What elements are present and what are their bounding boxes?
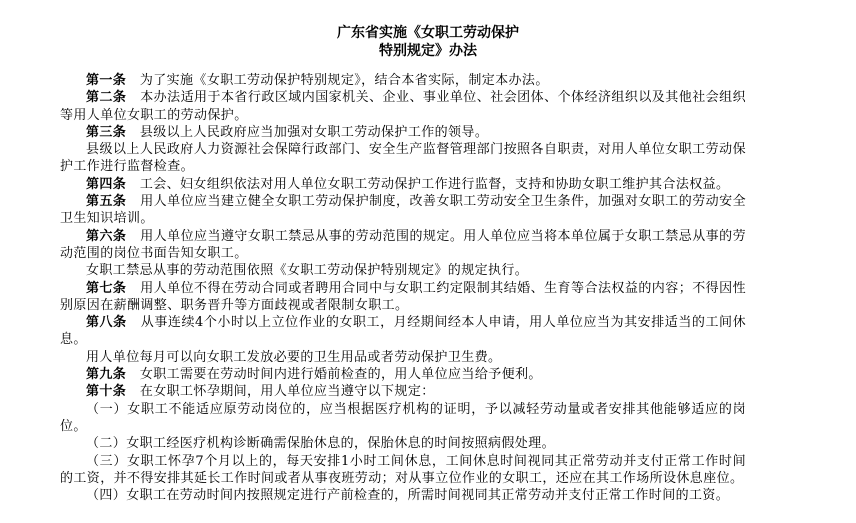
document-body bbox=[60, 72, 746, 504]
article-number: 第四条 bbox=[86, 176, 127, 192]
paragraph-text: 县级以上人民政府应当加强对女职工劳动保护工作的领导。 bbox=[139, 124, 489, 140]
article-number: 第九条 bbox=[86, 367, 127, 383]
paragraph bbox=[60, 366, 746, 383]
paragraph-text: 女职工需要在劳动时间内进行婚前检查的，用人单位应当给予便利。 bbox=[139, 367, 542, 383]
document-title-line2: 特别规定》办法 bbox=[379, 43, 477, 59]
paragraph bbox=[60, 193, 746, 228]
paragraph bbox=[60, 262, 746, 279]
article-number: 第一条 bbox=[86, 73, 127, 88]
paragraph bbox=[60, 435, 746, 452]
article-number: 第十条 bbox=[86, 384, 127, 400]
paragraph bbox=[60, 383, 746, 400]
paragraph-text: 用人单位每月可以向女职工发放必要的卫生用品或者劳动保护卫生费。 bbox=[86, 349, 502, 365]
paragraph bbox=[60, 72, 746, 89]
paragraph-text: 用人单位应当遵守女职工禁忌从事的劳动范围的规定。用人单位应当将本单位属于女职工禁忌从事的劳动范围的岗位书面告知女职工。 bbox=[60, 228, 746, 261]
paragraph-text: 女职工禁忌从事的劳动范围依照《女职工劳动保护特别规定》的规定执行。 bbox=[86, 263, 529, 279]
paragraph-text: 工会、妇女组织依法对用人单位女职工劳动保护工作进行监督，支持和协助女职工维护其合法权益。 bbox=[139, 176, 730, 192]
article-number: 第六条 bbox=[86, 228, 127, 244]
paragraph bbox=[60, 89, 746, 124]
article-number: 第二条 bbox=[86, 90, 127, 106]
paragraph bbox=[60, 314, 746, 349]
paragraph-text: 用人单位不得在劳动合同或者聘用合同中与女职工约定限制其结婚、生育等合法权益的内容；不得因性别原因在薪酬调整、职务晋升等方面歧视或者限制女职工。 bbox=[60, 280, 746, 313]
paragraph bbox=[60, 124, 746, 141]
paragraph bbox=[60, 401, 746, 436]
article-number: 第七条 bbox=[86, 280, 127, 296]
paragraph-text: 从事连续4个小时以上立位作业的女职工，月经期间经本人申请，用人单位应当为其安排适当的工间休息。 bbox=[60, 315, 746, 348]
paragraph-text: 在女职工怀孕期间，用人单位应当遵守以下规定： bbox=[139, 384, 435, 400]
paragraph-text: 本办法适用于本省行政区域内国家机关、企业、事业单位、社会团体、个体经济组织以及其他社会组织等用人单位女职工的劳动保护。 bbox=[60, 90, 746, 123]
paragraph-text: （三）女职工怀孕7个月以上的，每天安排1小时工间休息，工间休息时间视同其正常劳动并支付正常工作时间的工资，并不得安排其延长工作时间或者从事夜班劳动；对从事立位作业的女职工，还应在其工作场所设休息座位。 bbox=[60, 453, 746, 486]
paragraph bbox=[60, 228, 746, 263]
paragraph bbox=[60, 141, 746, 176]
paragraph bbox=[60, 280, 746, 315]
paragraph-text: 为了实施《女职工劳动保护特别规定》，结合本省实际，制定本办法。 bbox=[139, 73, 549, 88]
document-title-line1: 广东省实施《女职工劳动保护 bbox=[337, 25, 519, 41]
paragraph bbox=[60, 487, 746, 504]
paragraph-text: （一）女职工不能适应原劳动岗位的，应当根据医疗机构的证明，予以减轻劳动量或者安排其他能够适应的岗位。 bbox=[60, 401, 746, 434]
paragraph-text: 用人单位应当建立健全女职工劳动保护制度，改善女职工劳动安全卫生条件，加强对女职工的劳动安全卫生知识培训。 bbox=[60, 194, 746, 227]
paragraph-text: （二）女职工经医疗机构诊断确需保胎休息的，保胎休息的时间按照病假处理。 bbox=[86, 436, 556, 452]
article-number: 第五条 bbox=[86, 194, 127, 210]
paragraph-text: 县级以上人民政府人力资源社会保障行政部门、安全生产监督管理部门按照各自职责，对用人单位女职工劳动保护工作进行监督检查。 bbox=[60, 142, 746, 175]
paragraph-text: （四）女职工在劳动时间内按照规定进行产前检查的，所需时间视同其正常劳动并支付正常工作时间的工资。 bbox=[86, 488, 730, 504]
paragraph bbox=[60, 176, 746, 193]
paragraph bbox=[60, 453, 746, 488]
article-number: 第三条 bbox=[86, 124, 127, 140]
article-number: 第八条 bbox=[86, 315, 127, 331]
paragraph bbox=[60, 349, 746, 366]
